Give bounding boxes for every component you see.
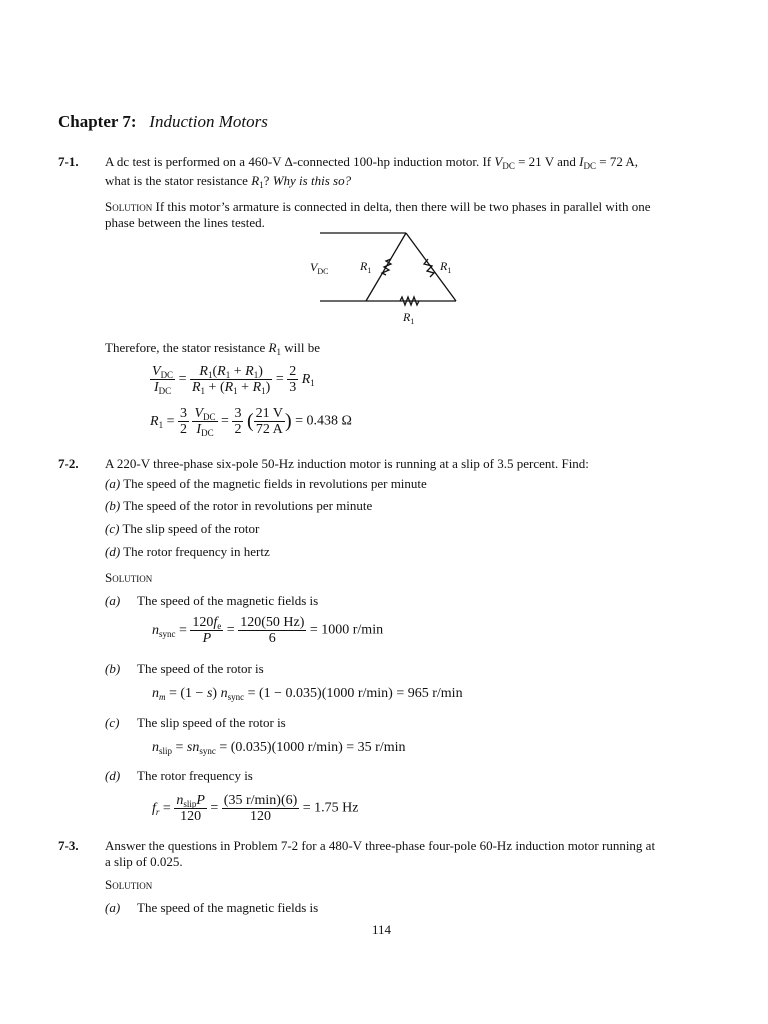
list-item: (a) The speed of the magnetic fields in revolutions per minute	[105, 476, 427, 491]
problem-text: A dc test is performed on a 460-V Δ-connected 100-hp induction motor. If $V_{DC} = 21$ V and $I_{DC} = 72$ A,	[105, 154, 638, 171]
part-label: (a)	[105, 900, 121, 915]
resistor-bottom	[400, 297, 419, 305]
part-label: (a)	[105, 593, 121, 608]
svg-text:R1: $R_1$	[440, 259, 452, 275]
list-item: (d) The rotor frequency in hertz	[105, 544, 270, 559]
solution-label: Solution	[105, 570, 153, 585]
solution-text: Solution If this motor’s armature is connected in delta, then there will be two phases in parallel with one	[105, 199, 651, 214]
problem-number: 7-3.	[58, 838, 79, 853]
problem-text: a slip of 0.025.	[105, 854, 183, 869]
problem-number: 7-1.	[58, 154, 79, 169]
equation-stator-resistance: $R_1$ = $\frac{3}{2}$ $\frac{V_{DC}}{I_{DC}}$ = $\frac{3}{2}$ ( $\frac{21 V}{72 A}$ ) = 0.438 Ω	[150, 406, 352, 438]
svg-text:R1: $R_1$	[403, 310, 415, 326]
part-label: (c)	[105, 715, 120, 730]
list-item: (c) The slip speed of the rotor	[105, 521, 260, 536]
equation-nsync: $n_{sync}$ = $\frac{120f_e}{P}$ = $\frac{120(50 Hz)}{6}$ = 1000 r/min	[152, 615, 384, 646]
problem-text: A 220-V three-phase six-pole 50-Hz induction motor is running at a slip of 3.5 percent. Find:	[105, 456, 589, 471]
solution-label: Solution	[105, 199, 153, 214]
equation-nm: $n_m = (1 - s) n_{sync} = (1 - 0.035)(1000$ r/min) = 965 r/min	[152, 686, 463, 702]
part-label: (d)	[105, 768, 121, 783]
part-text: The rotor frequency is	[137, 768, 253, 783]
part-text: The speed of the rotor is	[137, 661, 264, 676]
chapter-label: Chapter 7:	[58, 112, 137, 131]
part-text: The speed of the magnetic fields is	[137, 900, 319, 915]
solution-label: Solution	[105, 877, 153, 892]
delta-circuit-diagram	[300, 226, 480, 331]
svg-text:VDC: $V_{DC}$	[310, 260, 329, 276]
list-item: (b) The speed of the rotor in revolutions per minute	[105, 498, 373, 513]
body-text: Therefore, the stator resistance $R_1$ will be	[105, 340, 320, 357]
part-text: The speed of the magnetic fields is	[137, 593, 319, 608]
solution-text: phase between the lines tested.	[105, 215, 265, 230]
equation-nslip: $n_{slip} = sn_{sync} = (0.035)(1000$ r/min) = 35 r/min	[152, 740, 406, 756]
problem-number: 7-2.	[58, 456, 79, 471]
part-text: The slip speed of the rotor is	[137, 715, 286, 730]
problem-text: Answer the questions in Problem 7-2 for a 480-V three-phase four-pole 60-Hz induction motor running at	[105, 838, 656, 853]
chapter-title: Induction Motors	[149, 112, 268, 131]
svg-text:R1: $R_1$	[360, 259, 372, 275]
chapter-heading	[58, 112, 268, 132]
equation-resistance-ratio: $\frac{V_{DC}}{I_{DC}}$ = $\frac{R_1(R_1 + R_1)}{R_1 + (R_1 + R_1)}$ = $\frac{2}{3}$ $R_1$	[152, 364, 315, 396]
equation-fr: $f_r$ = $\frac{n_{slip}P}{120}$ = $\frac{(35 r/\min)(6)}{120}$ = 1.75 Hz	[152, 793, 359, 824]
page-number: 114	[372, 922, 392, 937]
problem-text: what is the stator resistance $R_1$? Why is this so?	[105, 173, 352, 190]
part-label: (b)	[105, 661, 121, 676]
